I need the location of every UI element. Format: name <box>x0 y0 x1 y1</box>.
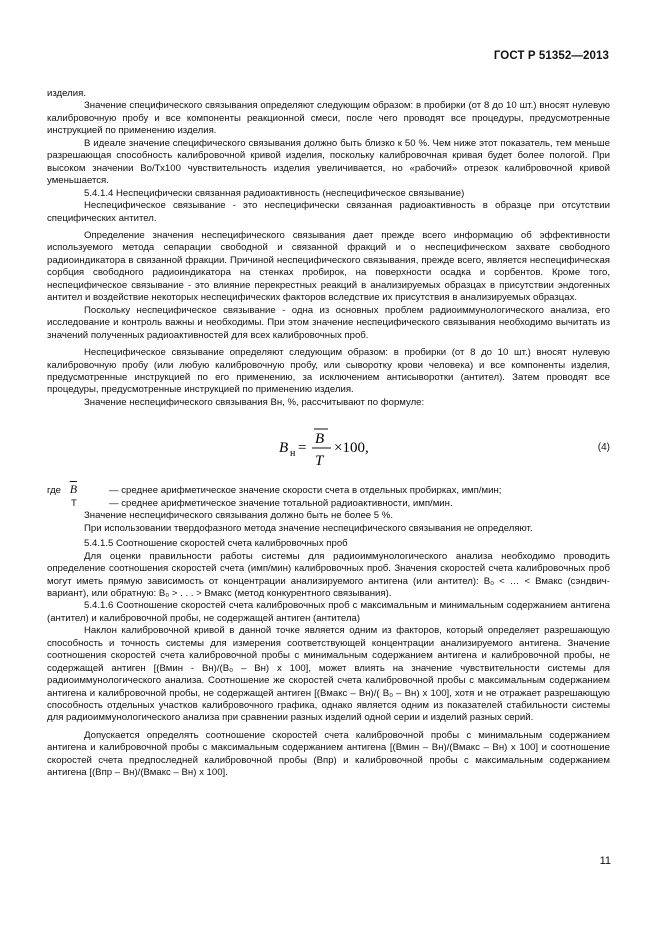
paragraph: Неспецифическое связывание определяют следующим образом: в пробирки (от 8 до 10 шт.) вносят нулевую калибровочную пробу (или любую калибровочную пробу, или сыворотку крови человека) и все компоненты изделия, предусмотренные инструкцией по его применению, за исключением антисыворотки (антител). Затем проводят все процедуры, предусмотренные инструкцией по применению изделия. <box>47 347 610 396</box>
legend-desc: — среднее арифметическое значение скорости счета в отдельных пробирках, имп/мин; <box>109 485 502 497</box>
paragraph: Неспецифическое связывание - это неспецифически связанная радиоактивность в образце при отсутствии специфических антител. <box>47 200 610 224</box>
paragraph: При использовании твердофазного метода значение неспецифического связывания не определяют. <box>84 522 533 534</box>
formula-legend <box>47 483 610 510</box>
paragraph: Для оценки правильности работы системы для радиоиммунологического анализа необходимо проводить определение соотношения скоростей счета (имп/мин) калибровочных проб. Значения скоростей счета калибровочных проб могут иметь прямую зависимость от концентрации анализируемого антигена (или антител): В₀ < … < Вмакс (сэндвич-вариант), или обратную: В₀ > . . . > Вмакс (метод конкурентного связывания). <box>47 550 610 599</box>
page-number: 11 <box>599 855 611 867</box>
paragraph: Значение специфического связывания определяют следующим образом: в пробирки (от 8 до 10 шт.) вносят нулевую калибровочную пробу и все компоненты реакционной смеси, после чего проводят все процедуры, предусмотренные инструкцией по применению изделия. <box>47 100 610 137</box>
formula-denominator: T <box>315 453 324 470</box>
legend-row <box>47 498 610 510</box>
formula-multiplier: ×100, <box>334 440 369 457</box>
paragraph: Значение неспецифического связывания Вн, %, рассчитывают по формуле: <box>84 396 425 408</box>
section-heading-5-4-1-6: 5.4.1.6 Соотношение скоростей счета калибровочных проб с максимальным и минимальным содержанием антигена (антител) и калибровочной пробы, не содержащей антиген (антитела) <box>47 600 610 624</box>
document-body <box>47 88 610 780</box>
paragraph: Определение значения неспецифического связывания дает прежде всего информацию об эффективности используемого метода сепарации свободной и связанной фракций и о неспецифическом захвате свободного радиоиндикатора в связанной фракции. Причиной неспецифического связывания, прежде всего, является неспецифическая сорбция свободного радиоиндикатора на стенках пробирок, на поверхности осадка и сорбентов. Кроме того, неспецифическое связывание - это влияние перекрестных реакций в анализируемых образцах в присутствии эндогенных антител и воздействие некоторых неспецифических факторов вследствие их присутствия в анализируемых образцах. <box>47 229 610 304</box>
legend-symbol-cell <box>47 498 109 510</box>
legend-symbol-t: Т <box>71 497 77 509</box>
legend-row <box>47 483 610 497</box>
legend-lead: где <box>47 485 62 497</box>
paragraph: Наклон калибровочной кривой в данной точке является одним из факторов, который определяет разрешающую способность и точность системы для измерения соответствующей концентрации анализируемого антигена. Значение соотношения скоростей счета калибровочной пробы с минимальным содержанием антигена и калибровочной пробы, не содержащей антиген [(Вмин - Вн)/(В₀ – Вн) х 100], может влиять на значение чувствительности системы для радиоиммунологического анализа. Соотношение же скоростей счета калибровочной пробы с максимальным содержанием антигена и калибровочной пробы, не содержащей антиген [(Вмакс – Вн)/( В₀ – Вн) х 100], хотя и не отражает разрешающую способность отдельных участков калибровочного графика, однако является одним из показателей стабильности системы для радиоиммунологического анализа при сравнении разных изделий одной серии и изделий разных серий. <box>47 625 610 724</box>
paragraph: В идеале значение специфического связывания должно быть близко к 50 %. Чем ниже этот показатель, тем меньше разрешающая способность калибровочной кривой изделия, поскольку калибровочная кривая будет более пологой. При высоком значении Во/Тх100 чувствительность изделия увеличивается, но «рабочий» отрезок калибровочной кривой уменьшается. <box>47 137 610 187</box>
formula-lhs: В <box>279 440 289 457</box>
paragraph: Значение неспецифического связывания должно быть не более 5 %. <box>84 510 393 522</box>
equation-number: (4) <box>597 442 610 454</box>
formula-equals: = <box>298 440 307 457</box>
formula-graphic <box>47 415 610 479</box>
section-heading-5-4-1-4: 5.4.1.4 Неспецифически связанная радиоактивность (неспецифическое связывание) <box>84 187 465 199</box>
paragraph: Поскольку неспецифическое связывание - одна из основных проблем радиоиммунологического анализа, его исследование и контроль важны и необходимы. При этом значение неспецифического связывания необходимо вычитать из значений полученных радиоактивностей для всех калибровочных проб. <box>47 304 610 341</box>
formula-4 <box>47 415 610 479</box>
legend-symbol-cell <box>47 483 109 497</box>
section-heading-5-4-1-5: 5.4.1.5 Соотношение скоростей счета калибровочных проб <box>84 538 348 550</box>
paragraph: изделия. <box>47 88 86 99</box>
formula-numerator: B <box>315 431 325 448</box>
standard-header: ГОСТ Р 51352—2013 <box>493 50 609 62</box>
paragraph: Допускается определять соотношение скоростей счета калибровочной пробы с минимальным содержанием антигена и калибровочной пробы с максимальным содержанием антигена [(Вмин – Вн)/(Вмакс – Вн) х 100] и соотношение скоростей счета предпоследней калибровочной пробы (Впр) и калибровочной пробы с максимальным содержанием антигена [(Впр – Вн)/(Вмакс – Вн) х 100]. <box>47 729 610 779</box>
legend-symbol-b: $\overline{B}$ <box>69 482 78 497</box>
formula-lhs-sub: н <box>290 448 296 460</box>
legend-desc: — среднее арифметическое значение тотальной радиоактивности, имп/мин. <box>109 497 453 509</box>
